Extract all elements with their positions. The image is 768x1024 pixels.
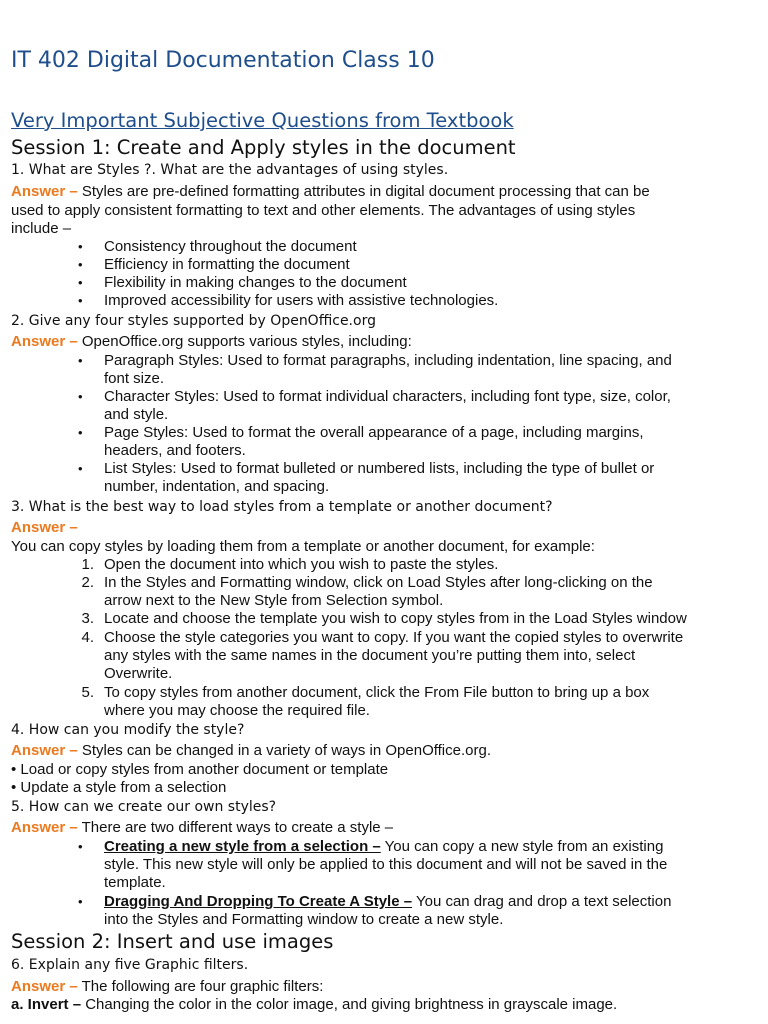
step-item-continued: Overwrite.	[104, 665, 173, 682]
list-item-continued: style. This new style will only be applied to this document and will not be saved in the	[104, 856, 668, 873]
question-4: 4. How can you modify the style?	[11, 722, 245, 738]
step-item: Locate and choose the template you wish to copy styles from in the Load Styles window	[104, 610, 687, 627]
list-item-continued: number, indentation, and spacing.	[104, 478, 330, 495]
step-item-continued: arrow next to the New Style from Selection symbol.	[104, 592, 444, 609]
answer-1-line-3: include –	[11, 220, 72, 237]
question-3: 3. What is the best way to load styles from a template or another document?	[11, 499, 553, 515]
step-item: Open the document into which you wish to paste the styles.	[104, 556, 499, 573]
list-item: Creating a new style from a selection – You can copy a new style from an existing	[104, 838, 664, 855]
answer-5-line: Answer – There are two different ways to create a style –	[11, 819, 394, 836]
session-2-heading: Session 2: Insert and use images	[11, 930, 334, 953]
answer-label: Answer –	[11, 978, 78, 995]
bullet-icon: •	[78, 293, 83, 308]
list-item: Dragging And Dropping To Create A Style – You can drag and drop a text selection	[104, 893, 672, 910]
bullet-icon: •	[78, 839, 83, 854]
step-item-continued: any styles with the same names in the document you’re putting them into, select	[104, 647, 636, 664]
bullet-icon: •	[78, 257, 83, 272]
step-item: In the Styles and Formatting window, click on Load Styles after long-clicking on the	[104, 574, 653, 591]
answer-label: Answer –	[11, 333, 78, 350]
answer-label: Answer –	[11, 519, 78, 536]
answer-label: Answer –	[11, 742, 78, 759]
bullet-icon: •	[78, 239, 83, 254]
bullet-icon: •	[78, 461, 83, 476]
bullet-icon: •	[78, 389, 83, 404]
session-1-heading: Session 1: Create and Apply styles in the document	[11, 136, 516, 159]
list-item-continued: template.	[104, 874, 166, 891]
bullet-icon: •	[78, 425, 83, 440]
list-item: Consistency throughout the document	[104, 238, 357, 255]
answer-4-point: • Load or copy styles from another document or template	[11, 761, 389, 778]
step-item-continued: where you may choose the required file.	[104, 702, 370, 719]
list-item-continued: into the Styles and Formatting window to create a new style.	[104, 911, 504, 928]
bullet-icon: •	[78, 275, 83, 290]
step-item: To copy styles from another document, click the From File button to bring up a box	[104, 684, 650, 701]
step-number: 1.	[81, 556, 94, 573]
question-1: 1. What are Styles ?. What are the advantages of using styles.	[11, 162, 449, 178]
list-item: Page Styles: Used to format the overall appearance of a page, including margins,	[104, 424, 644, 441]
question-5: 5. How can we create our own styles?	[11, 799, 277, 815]
answer-2-line: Answer – OpenOffice.org supports various styles, including:	[11, 333, 412, 350]
answer-label: Answer –	[11, 819, 78, 836]
list-item-continued: font size.	[104, 370, 165, 387]
list-item: Character Styles: Used to format individual characters, including font type, size, color,	[104, 388, 671, 405]
bullet-icon: •	[78, 894, 83, 909]
list-item-continued: and style.	[104, 406, 169, 423]
list-item: List Styles: Used to format bulleted or numbered lists, including the type of bullet or	[104, 460, 655, 477]
page-title: IT 402 Digital Documentation Class 10	[11, 48, 435, 73]
answer-3-intro: You can copy styles by loading them from a template or another document, for example:	[11, 538, 595, 555]
question-2: 2. Give any four styles supported by OpenOffice.org	[11, 313, 376, 329]
page-subtitle: Very Important Subjective Questions from Textbook	[11, 109, 514, 132]
list-item: Flexibility in making changes to the document	[104, 274, 407, 291]
answer-6-line: Answer – The following are four graphic filters:	[11, 978, 324, 995]
answer-6-item-a: a. Invert – Changing the color in the color image, and giving brightness in grayscale image.	[11, 996, 618, 1013]
answer-1-line-1: Answer – Styles are pre-defined formatting attributes in digital document processing that can be	[11, 183, 650, 200]
answer-4-line: Answer – Styles can be changed in a variety of ways in OpenOffice.org.	[11, 742, 491, 759]
step-item: Choose the style categories you want to copy. If you want the copied styles to overwrite	[104, 629, 684, 646]
list-item-continued: headers, and footers.	[104, 442, 246, 459]
answer-1-line-2: used to apply consistent formatting to text and other elements. The advantages of using styles	[11, 202, 636, 219]
question-6: 6. Explain any five Graphic filters.	[11, 957, 249, 973]
list-item: Paragraph Styles: Used to format paragraphs, including indentation, line spacing, and	[104, 352, 672, 369]
answer-4-point: • Update a style from a selection	[11, 779, 227, 796]
step-number: 3.	[81, 610, 94, 627]
step-number: 4.	[81, 629, 94, 646]
step-number: 5.	[81, 684, 94, 701]
list-item: Improved accessibility for users with assistive technologies.	[104, 292, 499, 309]
list-item: Efficiency in formatting the document	[104, 256, 350, 273]
answer-label: Answer –	[11, 183, 78, 200]
step-number: 2.	[81, 574, 94, 591]
bullet-icon: •	[78, 353, 83, 368]
